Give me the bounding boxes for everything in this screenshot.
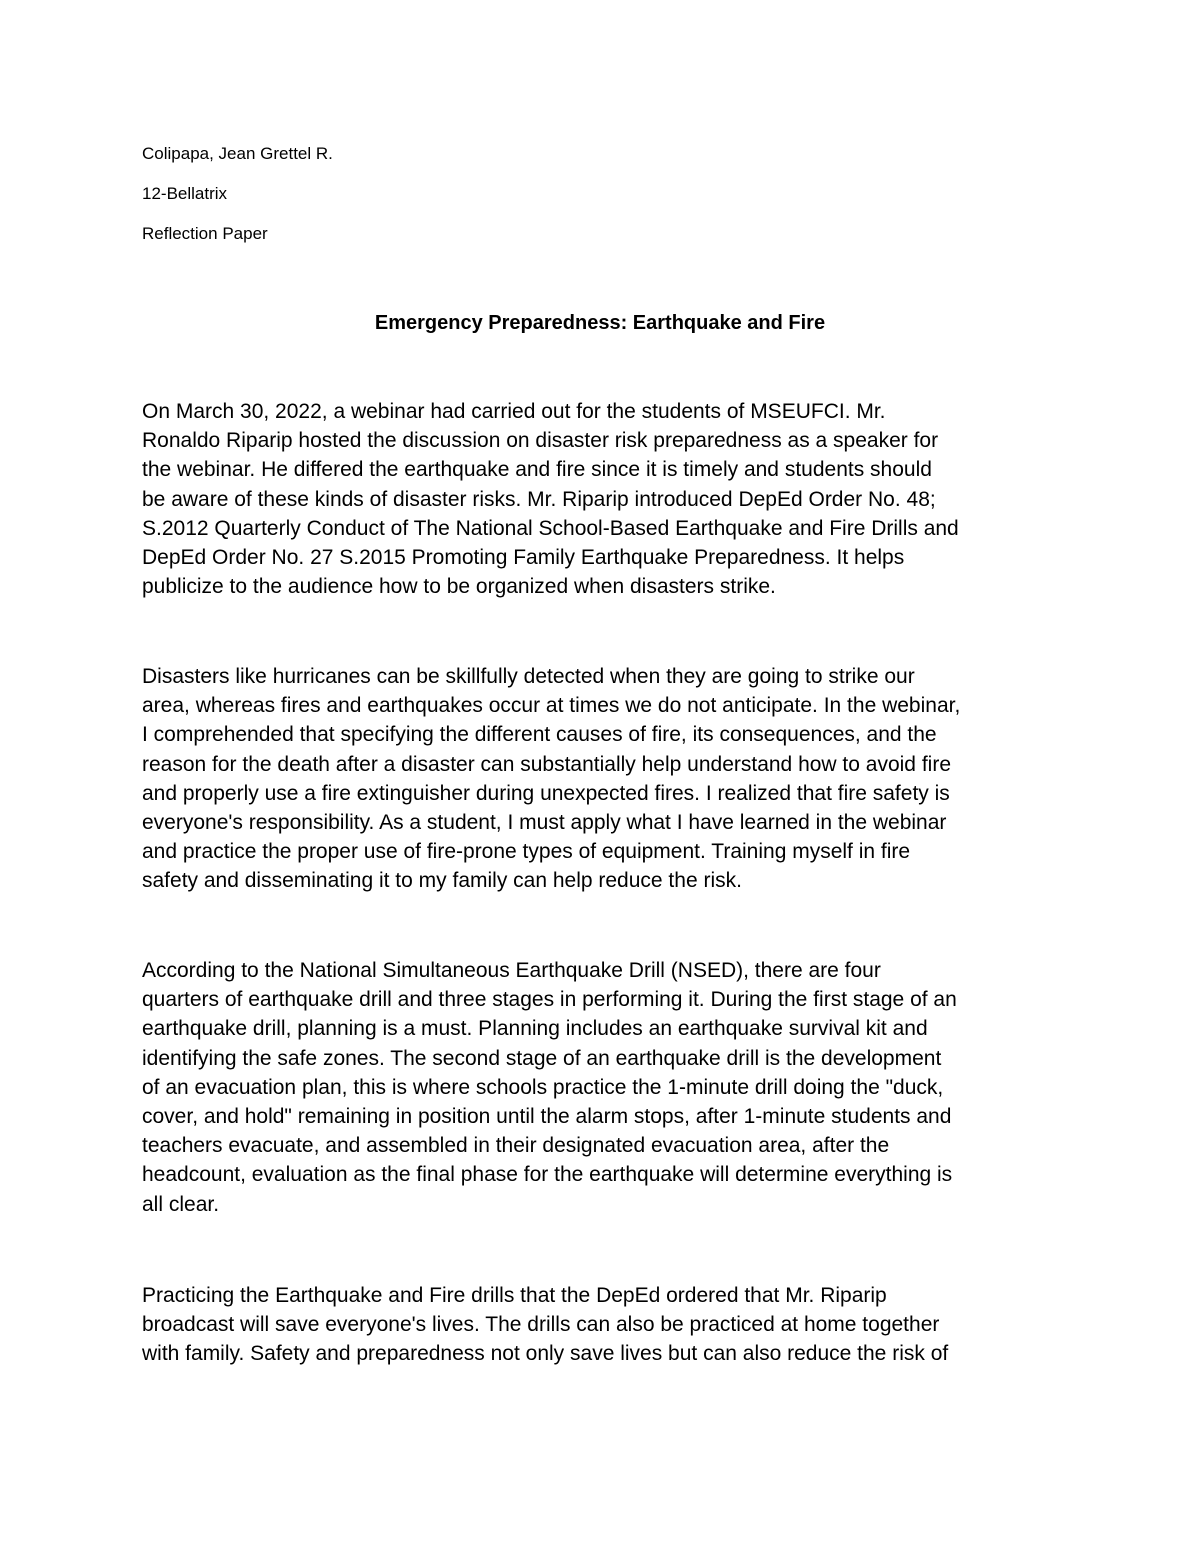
text-line: and practice the proper use of fire-prone types of equipment. Training myself in fire [142,840,911,864]
text-line: all clear. [142,1192,220,1216]
text-line: reason for the death after a disaster can substantially help understand how to avoid fire [142,752,951,776]
text-line: of an evacuation plan, this is where schools practice the 1-minute drill doing the "duck, [142,1075,944,1099]
text-line: I comprehended that specifying the different causes of fire, its consequences, and the [142,723,937,747]
text-line: with family. Safety and preparedness not only save lives but can also reduce the risk of [142,1342,949,1366]
text-line: Practicing the Earthquake and Fire drills that the DepEd ordered that Mr. Riparip [142,1284,887,1307]
text-line: On March 30, 2022, a webinar had carried out for the students of MSEUFCI. Mr. [142,400,886,423]
document-type: Reflection Paper [142,224,268,243]
text-line: headcount, evaluation as the final phase for the earthquake will determine everything is [142,1163,953,1187]
text-line: S.2012 Quarterly Conduct of The National School-Based Earthquake and Fire Drills and [142,516,959,540]
text-line: be aware of these kinds of disaster risks. Mr. Riparip introduced DepEd Order No. 48; [142,487,936,511]
text-line: Disasters like hurricanes can be skillfully detected when they are going to strike our [142,665,915,688]
text-line: and properly use a fire extinguisher during unexpected fires. I realized that fire safety is [142,781,950,805]
paragraph-1 [142,397,1072,601]
text-line: quarters of earthquake drill and three stages in performing it. During the first stage of an [142,988,957,1012]
text-line: Ronaldo Riparip hosted the discussion on disaster risk preparedness as a speaker for [142,429,939,453]
author-name: Colipapa, Jean Grettel R. [142,144,333,163]
text-line: According to the National Simultaneous Earthquake Drill (NSED), there are four [142,959,881,982]
text-line: teachers evacuate, and assembled in their designated evacuation area, after the [142,1134,890,1158]
paragraph-3 [142,956,1072,1219]
paragraph-2 [142,662,1072,896]
text-line: safety and disseminating it to my family can help reduce the risk. [142,869,742,893]
text-line: everyone's responsibility. As a student, I must apply what I have learned in the webinar [142,811,947,835]
text-line: broadcast will save everyone's lives. The drills can also be practiced at home together [142,1313,940,1337]
text-line: cover, and hold" remaining in position until the alarm stops, after 1-minute students and [142,1105,952,1129]
paragraph-4 [142,1281,1072,1369]
document-title: Emergency Preparedness: Earthquake and Fire [374,312,826,334]
text-line: area, whereas fires and earthquakes occur at times we do not anticipate. In the webinar, [142,694,961,718]
text-line: publicize to the audience how to be organized when disasters strike. [142,575,776,599]
text-line: DepEd Order No. 27 S.2015 Promoting Family Earthquake Preparedness. It helps [142,546,905,570]
text-line: the webinar. He differed the earthquake and fire since it is timely and students should [142,458,932,482]
class-section: 12-Bellatrix [142,184,228,203]
text-line: earthquake drill, planning is a must. Planning includes an earthquake survival kit and [142,1017,928,1041]
text-line: identifying the safe zones. The second stage of an earthquake drill is the development [142,1046,942,1070]
